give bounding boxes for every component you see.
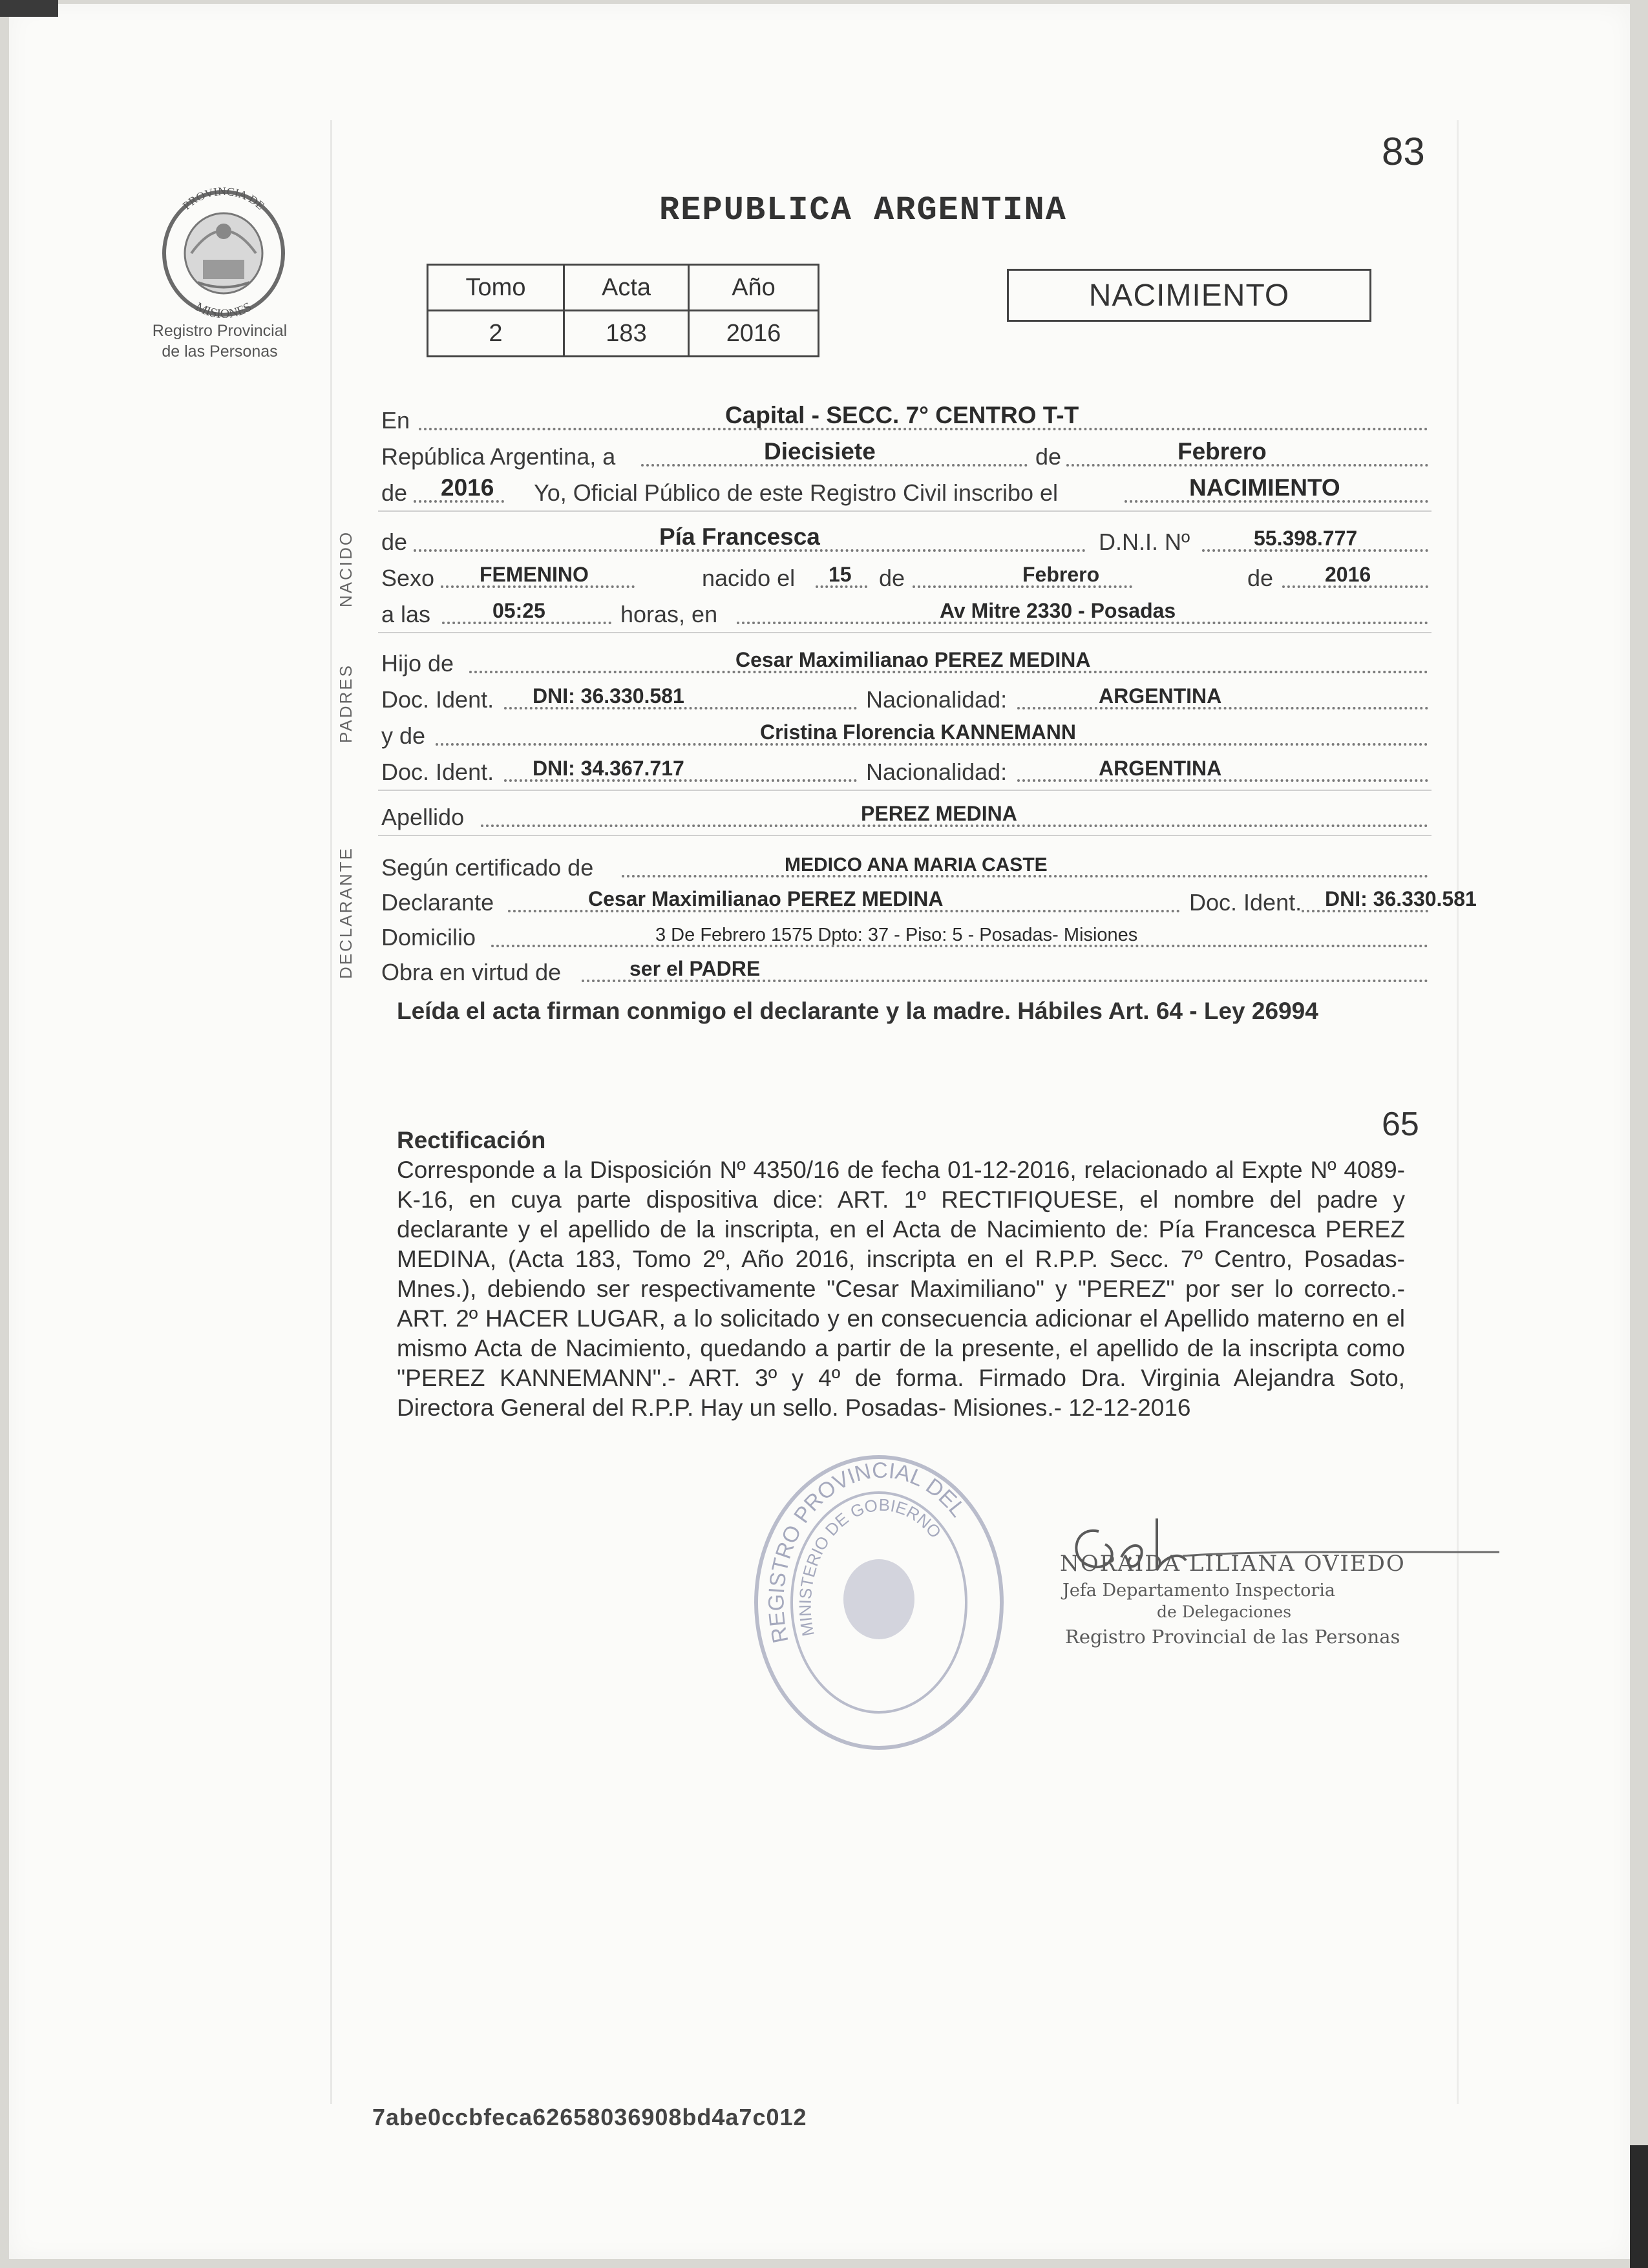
signatory-title-3: Registro Provincial de las Personas	[1065, 1626, 1400, 1648]
label-hijo: Hijo de	[381, 650, 454, 677]
header-acta: Acta	[564, 265, 689, 311]
row-father-doc	[381, 678, 1428, 715]
value-anio: 2016	[689, 311, 819, 357]
value-father-doc: DNI: 36.330.581	[533, 684, 684, 708]
value-day: Diecisiete	[764, 438, 876, 465]
seal-inner-text: MINISTERIO DE GOBIERNO	[795, 1495, 945, 1638]
label-alas: a las	[381, 601, 431, 627]
row-declarant	[381, 881, 1477, 918]
label-dni: D.N.I. Nº	[1099, 529, 1190, 555]
official-seal-stamp	[743, 1447, 1015, 1758]
svg-text:PROVINCIA DE	[180, 185, 268, 212]
logo-text-bottom: MISIONES	[193, 299, 255, 318]
label-de3: de	[381, 529, 408, 555]
value-declarant-doc: DNI: 36.330.581	[1325, 887, 1477, 910]
row-mother-doc	[381, 751, 1428, 787]
signatory-title-2: de Delegaciones	[1157, 1602, 1292, 1621]
label-en: En	[381, 407, 410, 434]
section-divider	[378, 510, 1431, 512]
value-birth-month: Febrero	[1022, 563, 1100, 586]
value-birth-place: Av Mitre 2330 - Posadas	[940, 599, 1176, 622]
country-title: REPUBLICA ARGENTINA	[659, 191, 1067, 229]
row-time-place	[381, 593, 1428, 629]
scan-edge-mark	[0, 0, 58, 17]
row-inscription	[381, 472, 1428, 508]
value-birth-year: 2016	[1325, 563, 1371, 586]
row-address	[381, 916, 1428, 952]
label-apellido: Apellido	[381, 804, 465, 830]
row-mother-name	[381, 715, 1428, 751]
label-domicilio: Domicilio	[381, 924, 476, 950]
label-de4: de	[879, 565, 905, 591]
row-sex-birthdate	[381, 557, 1428, 593]
closing-statement: Leída el acta firman conmigo el declarante y la madre. Hábiles Art. 64 - Ley 26994	[397, 998, 1318, 1024]
value-birth-day: 15	[829, 563, 852, 586]
label-certificado: Según certificado de	[381, 854, 594, 881]
value-father-nationality: ARGENTINA	[1099, 684, 1222, 708]
label-nacido: nacido el	[702, 565, 796, 591]
label-de2: de	[381, 479, 408, 506]
value-month: Febrero	[1178, 438, 1267, 465]
value-child-dni: 55.398.777	[1254, 527, 1358, 550]
value-year: 2016	[441, 474, 494, 501]
rectification-title: Rectificación	[397, 1127, 546, 1153]
logo-caption-line1: Registro Provincial	[152, 322, 288, 340]
value-address: 3 De Febrero 1575 Dpto: 37 - Piso: 5 - Posadas- Misiones	[655, 925, 1138, 945]
side-label-declarante: DECLARANTE	[336, 846, 355, 979]
value-capacity: ser el PADRE	[629, 957, 761, 980]
dotted-line	[1017, 707, 1428, 709]
label-doc3: Doc. Ident.	[1189, 889, 1302, 916]
value-sex: FEMENINO	[480, 563, 589, 586]
label-nacionalidad: Nacionalidad:	[866, 686, 1008, 713]
page-number: 83	[1382, 130, 1425, 173]
right-margin-line	[1457, 120, 1459, 2104]
label-obra: Obra en virtud de	[381, 959, 562, 985]
dotted-line	[1017, 779, 1428, 782]
label-nacionalidad2: Nacionalidad:	[866, 759, 1008, 785]
section-divider	[378, 632, 1431, 633]
side-label-nacido: NACIDO	[336, 530, 355, 607]
value-tomo: 2	[428, 311, 564, 357]
registry-header-row	[428, 265, 819, 311]
logo-caption-line2: de las Personas	[162, 342, 278, 361]
value-inscription-type: NACIMIENTO	[1189, 474, 1340, 501]
signatory-name: NORAIDA LILIANA OVIEDO	[1060, 1551, 1406, 1577]
label-de: de	[1035, 443, 1062, 470]
value-mother-name: Cristina Florencia KANNEMANN	[760, 720, 1076, 744]
label-doc2: Doc. Ident.	[381, 759, 494, 785]
registry-value-row	[428, 311, 819, 357]
scan-edge-bar	[1630, 2145, 1648, 2268]
row-child-name	[381, 521, 1428, 557]
value-surname: PEREZ MEDINA	[861, 802, 1017, 825]
left-margin-line	[330, 120, 332, 2104]
label-horas: horas, en	[620, 601, 718, 627]
value-declarant: Cesar Maximilianao PEREZ MEDINA	[588, 887, 944, 910]
label-sexo: Sexo	[381, 565, 435, 591]
logo-text-top: PROVINCIA DE	[180, 184, 268, 213]
value-child-name: Pía Francesca	[659, 523, 820, 550]
rectification-number: 65	[1382, 1106, 1419, 1143]
row-surname	[381, 796, 1428, 832]
header-anio: Año	[689, 265, 819, 311]
value-certificate: MEDICO ANA MARIA CASTE	[785, 854, 1048, 876]
value-mother-doc: DNI: 34.367.717	[533, 757, 684, 780]
header-tomo: Tomo	[428, 265, 564, 311]
side-label-padres: PADRES	[336, 664, 355, 743]
signatory-title-1: Jefa Departamento Inspectoria	[1062, 1580, 1336, 1601]
label-doc: Doc. Ident.	[381, 686, 494, 713]
row-father-name	[381, 642, 1428, 678]
rectification-body: Corresponde a la Disposición Nº 4350/16 de fecha 01-12-2016, relacionado al Expte Nº 4089-K-16, en cuya parte dispositiva dice: ART. 1º RECTIFIQUESE, el nombre del padre y declarante y el apellido de la inscripta, en el Acta de Nacimiento de: Pía Francesca PEREZ MEDINA, (Acta 183, Tomo 2º, Año 2016, inscripta en el R.P.P. Secc. 7º Centro, Posadas-Mnes.), debiendo ser respectivamente "Cesar Maximiliano" y "PEREZ" por ser lo correcto.- ART. 2º HACER LUGAR, a lo solicitado y en consecuencia adicionar el Apellido materno en el mismo Acta de Nacimiento, quedando a partir de la presente, el apellido de la inscripta como "PEREZ KANNEMANN".- ART. 3º y 4º de forma. Firmado Dra. Virginia Alejandra Soto, Directora General del R.P.P. Hay un sello. Posadas- Misiones.- 12-12-2016	[397, 1157, 1405, 1421]
value-acta: 183	[564, 311, 689, 357]
section-divider	[378, 790, 1431, 791]
row-date	[381, 436, 1428, 472]
svg-text:MISIONES	[193, 300, 254, 318]
label-republica: República Argentina, a	[381, 443, 616, 470]
row-capacity	[381, 951, 1428, 987]
label-yde: y de	[381, 722, 426, 749]
seal-outer-text: REGISTRO PROVINCIAL DEL	[764, 1458, 971, 1646]
label-de5: de	[1247, 565, 1274, 591]
registry-table	[427, 264, 819, 357]
row-certificate	[381, 846, 1428, 883]
record-type-box: NACIMIENTO	[1007, 269, 1371, 322]
logo-caption	[123, 320, 317, 362]
label-oficial: Yo, Oficial Público de este Registro Civil inscribo el	[534, 479, 1059, 506]
row-place	[381, 399, 1428, 436]
province-coat-of-arms-logo	[146, 169, 301, 318]
label-declarante: Declarante	[381, 889, 494, 916]
value-place: Capital - SECC. 7° CENTRO T-T	[725, 402, 1079, 428]
section-divider	[378, 835, 1431, 836]
value-mother-nationality: ARGENTINA	[1099, 757, 1222, 780]
document-hash: 7abe0ccbfeca62658036908bd4a7c012	[372, 2104, 807, 2130]
value-birth-time: 05:25	[492, 599, 545, 622]
value-father-name: Cesar Maximilianao PEREZ MEDINA	[735, 648, 1091, 671]
